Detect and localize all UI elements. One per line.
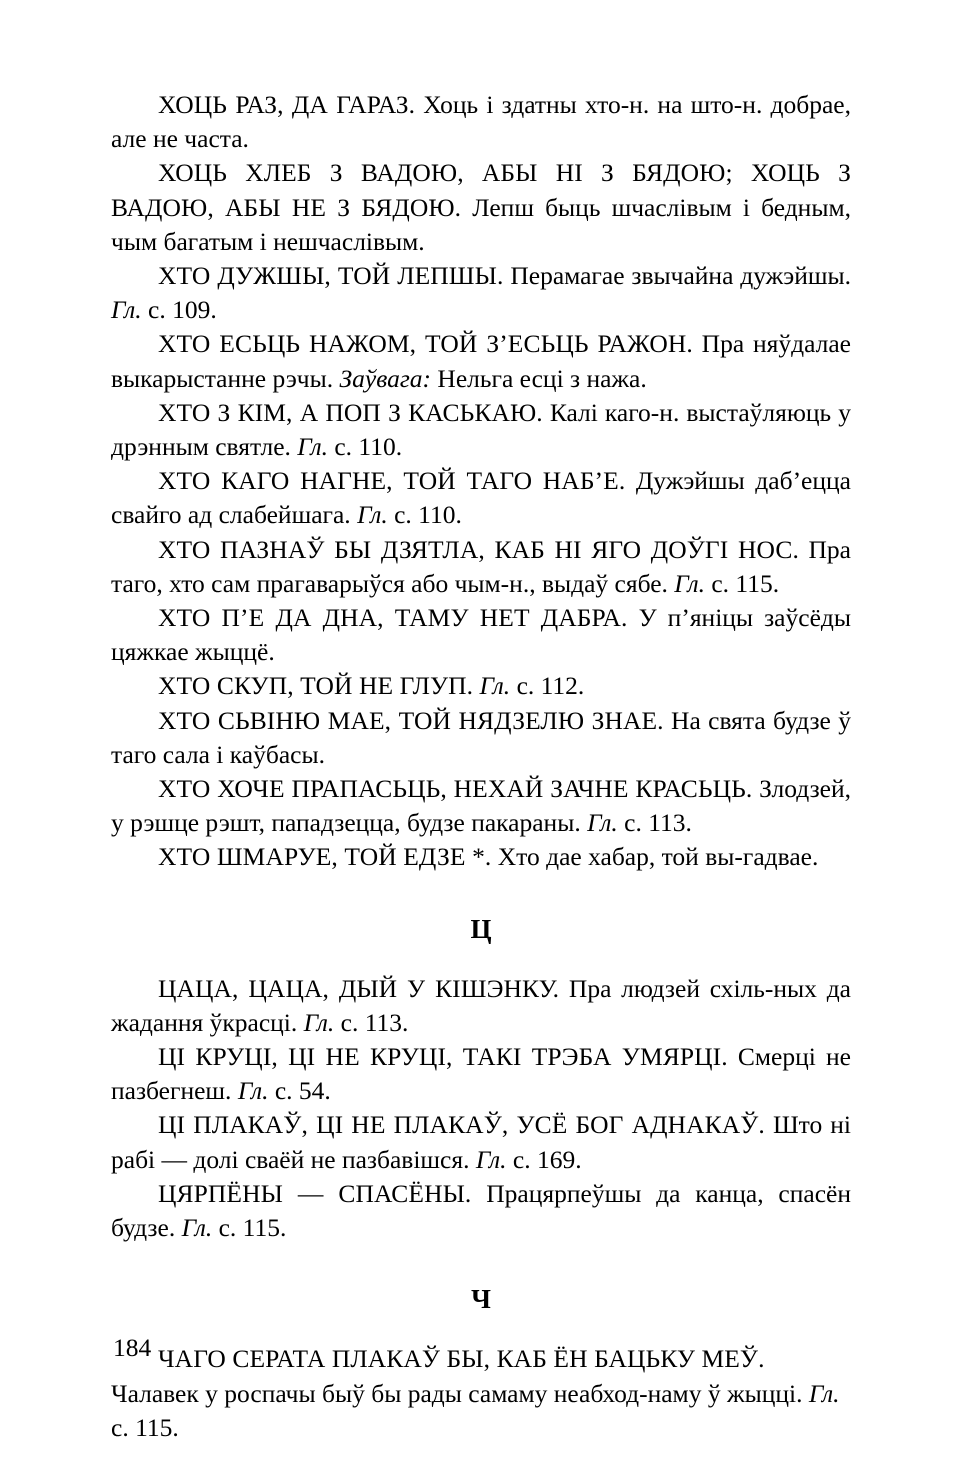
cross-reference-marker: Гл. [181, 1213, 213, 1243]
entry-definition: Лепш быць шчаслівым і бедным, чым багатым і нешчаслівым. [111, 192, 851, 256]
cross-reference-page: с. 115. [111, 1412, 179, 1442]
entry-headword: ХТО КАГО НАГНЕ, ТОЙ ТАГО НАБ’Е. [158, 466, 626, 496]
cross-reference-marker: Гл. [357, 500, 388, 530]
entry-headword: ХОЦЬ ХЛЕБ З ВАДОЮ, АБЫ НІ З БЯДОЮ; ХОЦЬ З ВАДОЮ, АБЫ НЕ З БЯДОЮ. [111, 158, 851, 222]
entry-headword: ХТО ЕСЬЦЬ НАЖОМ, ТОЙ З’ЕСЬЦЬ РАЖОН. [158, 329, 693, 359]
section-spacer-above [111, 875, 851, 912]
entry-headword: ХТО З КІМ, А ПОП З КАСЬКАЮ. [158, 397, 543, 427]
entry-definition: Працярпеўшы да канца, спасён будзе. [111, 1178, 851, 1243]
dictionary-entry [111, 464, 851, 532]
dictionary-entry [111, 601, 851, 669]
dictionary-entry [111, 1040, 851, 1108]
page-number: 184 [113, 1333, 152, 1362]
cross-reference-marker: Гл. [303, 1007, 335, 1037]
cross-reference-page: с. 109. [141, 295, 217, 325]
entry-definition: Пра таго, хто сам прагаварыўся або чым-н., выдаў сябе. [111, 534, 851, 598]
cross-reference-marker: Гл. [808, 1378, 840, 1408]
cross-reference-marker: Гл. [674, 568, 705, 598]
section-letter-heading: Ц [470, 913, 492, 944]
cross-reference-marker: Гл. [297, 432, 328, 462]
entry-headword: ХТО ДУЖШЫ, ТОЙ ЛЕПШЫ. [158, 261, 504, 291]
section-spacer-below [111, 1316, 851, 1342]
entry-headword: ЧАГО СЕРАТА ПЛАКАЎ БЫ, КАБ ЁН БАЦЬКУ МЕЎ. [158, 1344, 765, 1374]
dictionary-entry [111, 704, 851, 772]
dictionary-entry [111, 1108, 851, 1176]
cross-reference-page: с. 110. [387, 500, 462, 530]
entry-headword: ЦІ КРУЦІ, ЦІ НЕ КРУЦІ, ТАКІ ТРЭБА УМЯРЦІ. [158, 1042, 728, 1072]
entry-headword: ХТО СКУП, ТОЙ НЕ ГЛУП. [158, 671, 474, 701]
cross-reference-page: с. 112. [510, 671, 585, 701]
cross-reference-marker: Гл. [479, 671, 511, 701]
cross-reference-page: с. 115. [212, 1213, 287, 1243]
cross-reference-page: с. 54. [268, 1076, 331, 1106]
dictionary-entry [111, 327, 851, 395]
entry-definition: Перамагае звычайна дужэйшы. [503, 261, 852, 291]
section-letter-heading: Ч [471, 1284, 491, 1315]
dictionary-entry [111, 1177, 851, 1245]
dictionary-entry [111, 840, 851, 874]
entry-definition: Злодзей, у рэшце рэшт, пападзецца, будзе пакараны. [111, 774, 851, 838]
entry-headword: ХТО ХОЧЕ ПРАПАСЬЦЬ, НЕХАЙ ЗАЧНЕ КРАСЬЦЬ. [158, 774, 753, 804]
entry-definition: Дужэйшы даб’ецца свайго ад слабейшага. [111, 466, 851, 530]
entry-definition: У п’яніцы заўсёды цяжкае жыццё. [111, 603, 851, 667]
dictionary-entry [111, 669, 851, 703]
section-spacer-above [111, 1245, 851, 1282]
cross-reference-page: с. 110. [327, 432, 403, 462]
dictionary-entry [111, 88, 851, 156]
entry-headword: ЦАЦА, ЦАЦА, ДЫЙ У КІШЭНКУ. [158, 973, 560, 1003]
entry-headword: ХТО ПАЗНАЎ БЫ ДЗЯТЛА, КАБ НІ ЯГО ДОЎГІ НОС. [158, 534, 799, 564]
entry-definition: Пра людзей схіль-ных да жадання ўкрасці. [111, 973, 851, 1037]
entry-headword: ХТО ШМАРУЕ, ТОЙ ЕДЗЕ *. [158, 842, 492, 872]
entry-headword: ХТО П’Е ДА ДНА, ТАМУ НЕТ ДАБРА. [158, 603, 628, 633]
entry-definition: Калі каго-н. выстаўляюць у дрэнным святле. [111, 397, 851, 462]
page-text-column [111, 88, 851, 1445]
cross-reference-marker: Гл. [475, 1144, 507, 1174]
cross-reference-page: с. 115. [704, 568, 780, 598]
entry-definition: Хто дае хабар, той вы-гадвае. [491, 842, 819, 872]
dictionary-entry [111, 772, 851, 840]
dictionary-entry [111, 1342, 851, 1445]
entry-definition: Хоць і здатны хто-н. на што-н. добрае, але не часта. [111, 90, 851, 154]
entry-headword: ХТО СЬВІНЮ МАЕ, ТОЙ НЯДЗЕЛЮ ЗНАЕ. [158, 705, 664, 735]
entry-definition: Пра няўдалае выкарыстанне рэчы. [111, 329, 851, 393]
entry-headword: ХОЦЬ РАЗ, ДА ГАРАЗ. [158, 90, 416, 119]
entry-definition: Смерці не пазбегнеш. [111, 1042, 851, 1106]
dictionary-entry [111, 156, 851, 259]
dictionary-entry [111, 259, 851, 327]
entry-note-text: Нельга есці з нажа. [431, 363, 647, 393]
entry-note-label: Заўвага: [339, 363, 432, 393]
cross-reference-page: с. 113. [334, 1007, 409, 1037]
entry-definition: Што ні рабі — долі сваёй не пазбавішся. [111, 1110, 851, 1174]
entry-headword: ЦЯРПЁНЫ — СПАСЁНЫ. [158, 1178, 472, 1208]
cross-reference-marker: Гл. [237, 1076, 269, 1106]
entry-definition: На свята будзе ў таго сала і каўбасы. [111, 705, 851, 769]
entry-definition: Чалавек у роспачы быў бы рады самаму неабход-наму ў жыцці. [111, 1378, 809, 1408]
dictionary-entry [111, 533, 851, 601]
section-spacer-below [111, 946, 851, 972]
entry-headword: ЦІ ПЛАКАЎ, ЦІ НЕ ПЛАКАЎ, УСЁ БОГ АДНАКАЎ. [158, 1110, 765, 1140]
cross-reference-marker: Гл. [587, 808, 618, 838]
cross-reference-page: с. 169. [506, 1144, 582, 1174]
cross-reference-marker: Гл. [111, 295, 142, 325]
entry-list [111, 88, 851, 1445]
dictionary-entry [111, 972, 851, 1040]
cross-reference-page: с. 113. [617, 808, 692, 838]
dictionary-entry [111, 396, 851, 464]
